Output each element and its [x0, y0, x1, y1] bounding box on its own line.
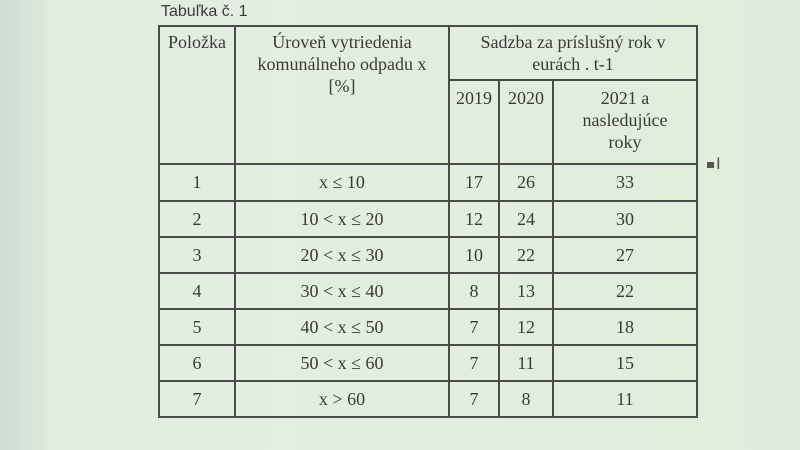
- table-row: [159, 309, 697, 345]
- header-level-line3: [%]: [328, 76, 356, 96]
- cell-rate-2021: 18: [553, 309, 697, 345]
- cell-sorting-level: 50 < x ≤ 60: [235, 345, 449, 381]
- header-year-2019: 2019: [449, 80, 499, 164]
- cell-rate-2020: 13: [499, 273, 553, 309]
- cell-rate-2021: 11: [553, 381, 697, 417]
- cell-rate-2021: 27: [553, 237, 697, 273]
- cell-sorting-level: 10 < x ≤ 20: [235, 201, 449, 237]
- waste-rate-table: [158, 25, 698, 418]
- header-level-line2: komunálneho odpadu x: [257, 54, 427, 74]
- table-row: [159, 237, 697, 273]
- cell-item: 4: [159, 273, 235, 309]
- header-item: [159, 26, 235, 164]
- table-row: [159, 164, 697, 201]
- header-rate-line1: Sadzba za príslušný rok v: [480, 32, 666, 52]
- cell-item: 3: [159, 237, 235, 273]
- table-row: [159, 345, 697, 381]
- header-level-line1: Úroveň vytriedenia: [272, 32, 412, 52]
- table-row: [159, 201, 697, 237]
- cell-rate-2020: 22: [499, 237, 553, 273]
- cell-rate-2019: 17: [449, 164, 499, 201]
- cell-rate-2019: 7: [449, 345, 499, 381]
- cell-rate-2020: 24: [499, 201, 553, 237]
- cell-sorting-level: x ≤ 10: [235, 164, 449, 201]
- cell-item: 1: [159, 164, 235, 201]
- cell-rate-2020: 8: [499, 381, 553, 417]
- header-rate: [449, 26, 697, 80]
- cell-item: 2: [159, 201, 235, 237]
- header-year-2020: 2020: [499, 80, 553, 164]
- header-year3-line2: nasledujúce: [582, 110, 668, 130]
- header-year3-line1: 2021 a: [600, 88, 650, 108]
- cell-rate-2021: 22: [553, 273, 697, 309]
- cell-item: 5: [159, 309, 235, 345]
- cell-item: 6: [159, 345, 235, 381]
- cell-sorting-level: 20 < x ≤ 30: [235, 237, 449, 273]
- cell-rate-2020: 12: [499, 309, 553, 345]
- cell-rate-2020: 26: [499, 164, 553, 201]
- cell-sorting-level: 30 < x ≤ 40: [235, 273, 449, 309]
- cell-rate-2020: 11: [499, 345, 553, 381]
- cell-rate-2021: 30: [553, 201, 697, 237]
- cell-item: 7: [159, 381, 235, 417]
- header-rate-line2: eurách . t-1: [532, 54, 614, 74]
- cell-rate-2019: 12: [449, 201, 499, 237]
- cell-sorting-level: x > 60: [235, 381, 449, 417]
- cell-sorting-level: 40 < x ≤ 50: [235, 309, 449, 345]
- header-year-2021: [553, 80, 697, 164]
- cell-rate-2019: 8: [449, 273, 499, 309]
- cell-rate-2019: 10: [449, 237, 499, 273]
- table-body: [159, 164, 697, 417]
- header-year3-line3: roky: [608, 132, 642, 152]
- cell-rate-2021: 33: [553, 164, 697, 201]
- cell-rate-2021: 15: [553, 345, 697, 381]
- cell-rate-2019: 7: [449, 381, 499, 417]
- table-row: [159, 381, 697, 417]
- header-row: [159, 26, 697, 80]
- header-sorting-level: [235, 26, 449, 164]
- table-row: [159, 273, 697, 309]
- table-caption: Tabuľka č. 1: [161, 3, 248, 20]
- text-cursor-icon: I: [707, 154, 721, 173]
- cell-rate-2019: 7: [449, 309, 499, 345]
- screen-edge-shade: [0, 0, 44, 450]
- header-item-label: Položka: [168, 32, 226, 52]
